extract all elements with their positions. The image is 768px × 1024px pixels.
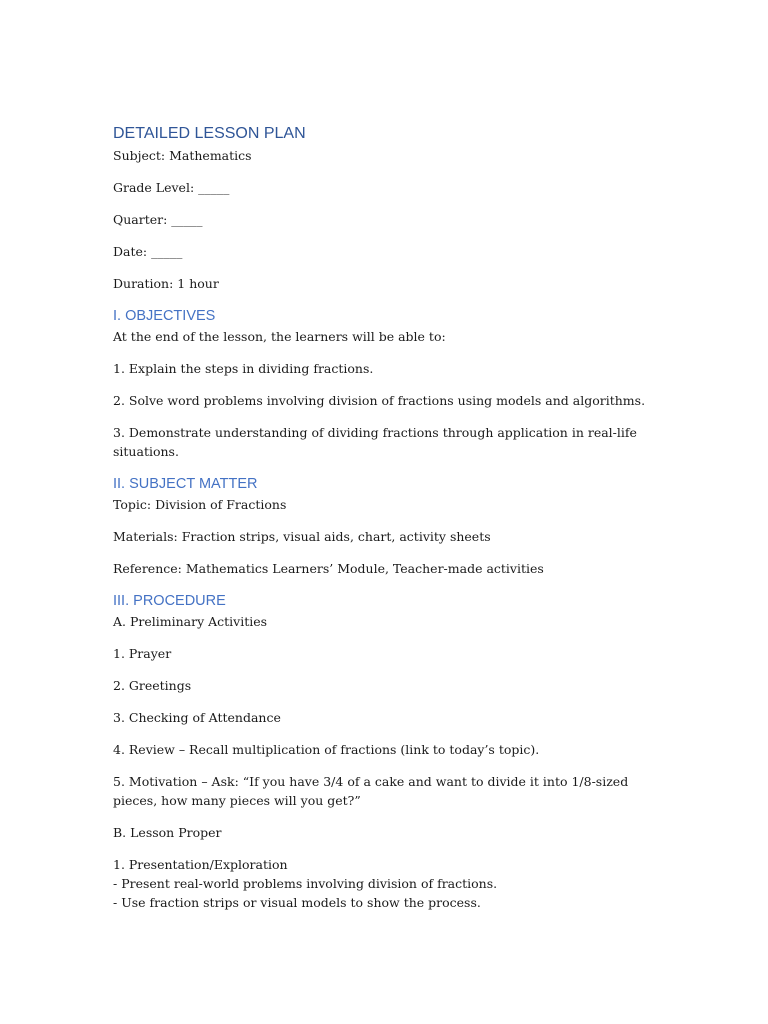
preliminary-item: 2. Greetings	[113, 678, 192, 693]
quarter-field: Quarter: _____	[113, 212, 203, 227]
lesson-proper-label: B. Lesson Proper	[113, 825, 222, 840]
subject-field: Subject: Mathematics	[113, 148, 252, 163]
objectives-heading: I. OBJECTIVES	[113, 308, 216, 324]
document-title: DETAILED LESSON PLAN	[113, 125, 306, 142]
grade-level-field: Grade Level: _____	[113, 180, 230, 195]
lesson-plan-page	[113, 124, 653, 925]
presentation-bullet: - Present real-world problems involving division of fractions.	[113, 876, 498, 891]
presentation-label: 1. Presentation/Exploration	[113, 857, 288, 872]
objectives-intro: At the end of the lesson, the learners will be able to:	[113, 329, 446, 344]
objective-item: 1. Explain the steps in dividing fractions.	[113, 361, 374, 376]
preliminary-item: 5. Motivation – Ask: “If you have 3/4 of a cake and want to divide it into 1/8-sized pieces, how many pieces will you get?”	[113, 774, 629, 808]
objective-item: 2. Solve word problems involving division of fractions using models and algorithms.	[113, 393, 646, 408]
presentation-bullet: - Use fraction strips or visual models to show the process.	[113, 895, 481, 910]
preliminary-item: 1. Prayer	[113, 646, 172, 661]
reference-field: Reference: Mathematics Learners’ Module, Teacher-made activities	[113, 561, 544, 576]
subject-matter-heading: II. SUBJECT MATTER	[113, 476, 258, 492]
preliminary-activities-label: A. Preliminary Activities	[113, 614, 268, 629]
presentation-block	[113, 855, 653, 912]
duration-field: Duration: 1 hour	[113, 276, 219, 291]
preliminary-item: 4. Review – Recall multiplication of fractions (link to today’s topic).	[113, 742, 540, 757]
procedure-heading: III. PROCEDURE	[113, 593, 226, 609]
topic-field: Topic: Division of Fractions	[113, 497, 287, 512]
materials-field: Materials: Fraction strips, visual aids, chart, activity sheets	[113, 529, 491, 544]
preliminary-item: 3. Checking of Attendance	[113, 710, 281, 725]
objective-item: 3. Demonstrate understanding of dividing fractions through application in real-life situations.	[113, 425, 637, 459]
date-field: Date: _____	[113, 244, 183, 259]
